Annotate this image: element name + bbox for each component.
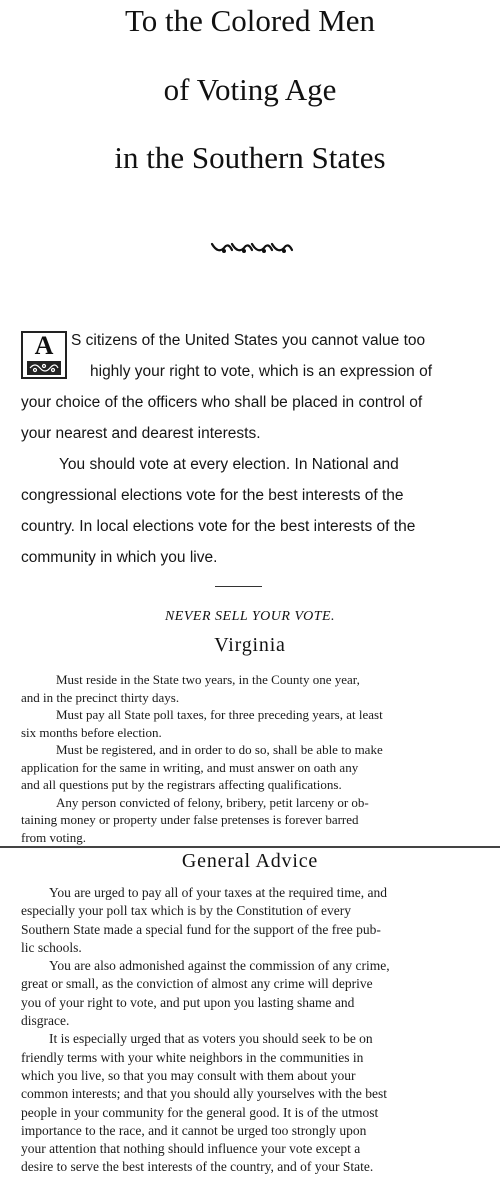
virginia-line: and in the precinct thirty days. (21, 689, 180, 705)
intro-line: congressional elections vote for the best interests of the (21, 487, 404, 504)
advice-line: You are urged to pay all of your taxes at the required time, and (49, 885, 388, 900)
advice-line: people in your community for the general good. It is of the utmost (21, 1104, 379, 1120)
advice-line: lic schools. (21, 939, 82, 955)
virginia-line: Must be registered, and in order to do so, shall be able to make (56, 742, 383, 757)
advice-line: It is especially urged that as voters you should seek to be on (49, 1031, 373, 1047)
advice-line: disgrace. (21, 1013, 70, 1029)
advice-line: importance to the race, and it cannot be urged too strongly upon (21, 1122, 367, 1138)
intro-line: your nearest and dearest interests. (21, 425, 261, 442)
section-divider-full (0, 846, 500, 848)
intro-line: your choice of the officers who shall be placed in control of (21, 394, 423, 411)
never-sell-your-vote-heading: NEVER SELL YOUR VOTE. (164, 609, 336, 624)
virginia-line: and all questions put by the registrars affecting qualifications. (21, 777, 342, 792)
virginia-line: from voting. (21, 829, 86, 845)
advice-line: You are also admonished against the commission of any crime, (49, 958, 390, 974)
advice-line: great or small, as the conviction of almost any crime will deprive (21, 976, 373, 992)
general-advice-heading: General Advice (181, 850, 319, 872)
intro-paragraph (21, 325, 483, 573)
advice-line: your attention that nothing should influence your vote except a (21, 1141, 361, 1157)
virginia-line: six months before election. (21, 724, 162, 740)
section-divider (215, 586, 262, 587)
advice-line: common interests; and that you should ally yourselves with the best (21, 1086, 387, 1102)
heading-line-3: in the Southern States (114, 140, 386, 175)
drop-cap-letter: A (34, 331, 54, 360)
virginia-heading: Virginia (214, 634, 286, 656)
general-advice-body (21, 884, 483, 1177)
heading-line-2: of Voting Age (163, 72, 337, 107)
virginia-requirements (21, 671, 479, 846)
advice-line: Southern State made a special fund for the support of the free pub- (21, 921, 381, 937)
intro-line: country. In local elections vote for the best interests of the (21, 518, 416, 535)
advice-line: friendly terms with your white neighbors in the communities in (21, 1049, 364, 1065)
advice-line: which you live, so that you may consult with them about your (21, 1067, 356, 1083)
intro-line: S citizens of the United States you cannot value too (71, 332, 426, 349)
intro-line: You should vote at every election. In National and (59, 456, 399, 473)
virginia-line: taining money or property under false pretenses is forever barred (21, 812, 359, 827)
virginia-line: application for the same in writing, and must answer on oath any (21, 759, 359, 775)
virginia-line: Must reside in the State two years, in the County one year, (56, 672, 360, 687)
advice-line: desire to serve the best interests of the country, and of your State. (21, 1159, 374, 1175)
virginia-line: Must pay all State poll taxes, for three preceding years, at least (56, 707, 383, 722)
decorative-vine-ornament-icon (210, 238, 294, 258)
intro-line: community in which you live. (21, 549, 218, 566)
advice-line: especially your poll tax which is by the Constitution of every (21, 903, 351, 919)
virginia-line: Any person convicted of felony, bribery, petit larceny or ob- (56, 794, 369, 810)
advice-line: you of your right to vote, and put upon you lasting shame and (21, 994, 355, 1010)
intro-line: highly your right to vote, which is an expression of (90, 363, 433, 380)
heading-line-1: To the Colored Men (124, 3, 376, 38)
